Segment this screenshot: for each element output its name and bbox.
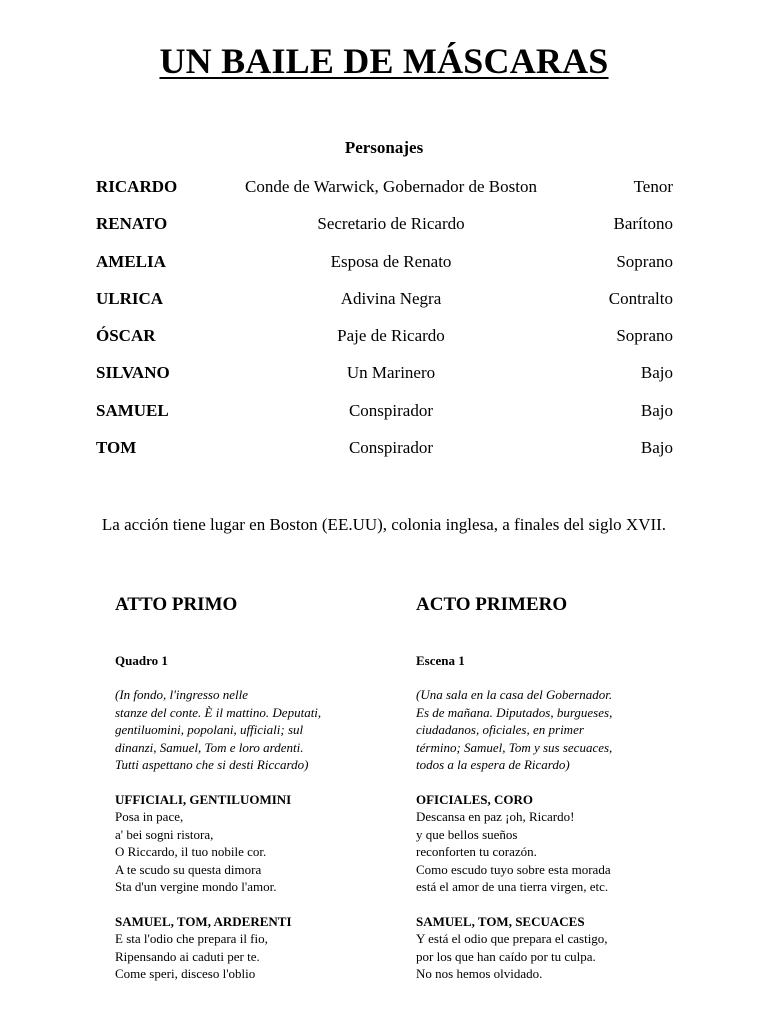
- cast-name: TOM: [96, 438, 137, 458]
- stage-line: stanze del conte. È il mattino. Deputati,: [115, 704, 322, 720]
- verse-line: Descansa en paz ¡oh, Ricardo!: [416, 809, 575, 824]
- verse-line: O Riccardo, il tuo nobile cor.: [115, 844, 267, 859]
- stage-direction: [416, 686, 676, 774]
- cast-voice: Bajo: [640, 363, 673, 383]
- cast-name: ÓSCAR: [96, 326, 156, 346]
- act-heading: ACTO PRIMERO: [416, 594, 568, 615]
- stage-line: Es de mañana. Diputados, burgueses,: [416, 704, 613, 720]
- cast-name: RENATO: [96, 214, 168, 234]
- stage-line: gentiluomini, popolani, ufficiali; sul: [115, 722, 304, 737]
- cast-voice: Soprano: [616, 251, 673, 271]
- cast-name: ULRICA: [96, 288, 164, 308]
- verse-block: [416, 930, 676, 983]
- cast-list: [96, 176, 673, 474]
- speaker-heading: OFICIALES, CORO: [416, 791, 534, 807]
- verse-line: a' bei sogni ristora,: [115, 826, 214, 842]
- cast-voice: Bajo: [640, 438, 673, 458]
- verse-line: y que bellos sueños: [416, 826, 518, 842]
- cast-name: RICARDO: [96, 177, 178, 196]
- cast-voice: Tenor: [633, 177, 673, 196]
- verse-line: Come speri, disceso l'oblio: [115, 966, 256, 981]
- verse-line: A te scudo su questa dimora: [115, 861, 262, 877]
- cast-role: Secretario de Ricardo: [317, 214, 465, 234]
- cast-voice: Contralto: [608, 288, 673, 308]
- cast-voice: Barítono: [613, 214, 673, 234]
- cast-name: SILVANO: [96, 363, 170, 383]
- cast-role: Conspirador: [348, 400, 434, 420]
- spanish-column: [416, 592, 676, 983]
- verse-line: Como escudo tuyo sobre esta morada: [416, 861, 611, 877]
- verse-block: [115, 930, 405, 983]
- verse-line: Sta d'un vergine mondo l'amor.: [115, 879, 277, 894]
- scene-heading: Quadro 1: [115, 653, 168, 668]
- verse-line: por los que han caído por tu culpa.: [416, 948, 596, 964]
- page-title: UN BAILE DE MÁSCARAS: [159, 41, 609, 81]
- stage-direction: [115, 686, 405, 774]
- verse-block: [416, 808, 676, 896]
- personajes-heading: Personajes: [344, 138, 424, 157]
- stage-line: Tutti aspettano che si desti Riccardo): [115, 757, 309, 772]
- cast-row: [96, 288, 673, 325]
- verse-line: reconforten tu corazón.: [416, 844, 537, 859]
- stage-line: todos a la espera de Ricardo): [416, 757, 570, 772]
- cast-role: Adivina Negra: [340, 288, 442, 308]
- cast-name: AMELIA: [96, 251, 166, 271]
- verse-line: Y está el odio que prepara el castigo,: [416, 931, 608, 946]
- speaker-heading: UFFICIALI, GENTILUOMINI: [115, 791, 292, 807]
- cast-role: Conspirador: [348, 438, 434, 458]
- cast-row: [96, 325, 673, 362]
- verse-line: Posa in pace,: [115, 809, 184, 824]
- verse-line: E sta l'odio che prepara il fio,: [115, 931, 268, 946]
- cast-role: Esposa de Renato: [330, 251, 452, 271]
- verse-block: [115, 808, 405, 896]
- cast-row: [96, 251, 673, 288]
- cast-role: Paje de Ricardo: [337, 326, 445, 346]
- cast-role: Conde de Warwick, Gobernador de Boston: [245, 177, 537, 196]
- cast-name: SAMUEL: [96, 400, 169, 420]
- stage-line: (Una sala en la casa del Gobernador.: [416, 687, 613, 702]
- cast-voice: Bajo: [640, 400, 673, 420]
- act-heading: ATTO PRIMO: [115, 594, 238, 615]
- verse-line: está el amor de una tierra virgen, etc.: [416, 879, 609, 894]
- scene-heading: Escena 1: [416, 653, 465, 668]
- stage-line: (In fondo, l'ingresso nelle: [115, 687, 249, 702]
- stage-line: ciudadanos, oficiales, en primer: [416, 722, 584, 737]
- stage-line: dinanzi, Samuel, Tom e loro ardenti.: [115, 739, 304, 755]
- cast-voice: Soprano: [616, 326, 673, 346]
- cast-row: [96, 437, 673, 474]
- stage-line: término; Samuel, Tom y sus secuaces,: [416, 739, 613, 755]
- cast-row: [96, 400, 673, 437]
- verse-line: Ripensando ai caduti per te.: [115, 948, 260, 964]
- cast-row: [96, 362, 673, 399]
- italian-column: [115, 592, 405, 983]
- cast-row: [96, 176, 673, 213]
- setting-text: La acción tiene lugar en Boston (EE.UU), colonia inglesa, a finales del siglo XVII.: [101, 515, 667, 534]
- verse-line: No nos hemos olvidado.: [416, 966, 543, 981]
- cast-role: Un Marinero: [346, 363, 436, 383]
- cast-row: [96, 213, 673, 250]
- speaker-heading: SAMUEL, TOM, ARDERENTI: [115, 913, 292, 929]
- speaker-heading: SAMUEL, TOM, SECUACES: [416, 913, 585, 929]
